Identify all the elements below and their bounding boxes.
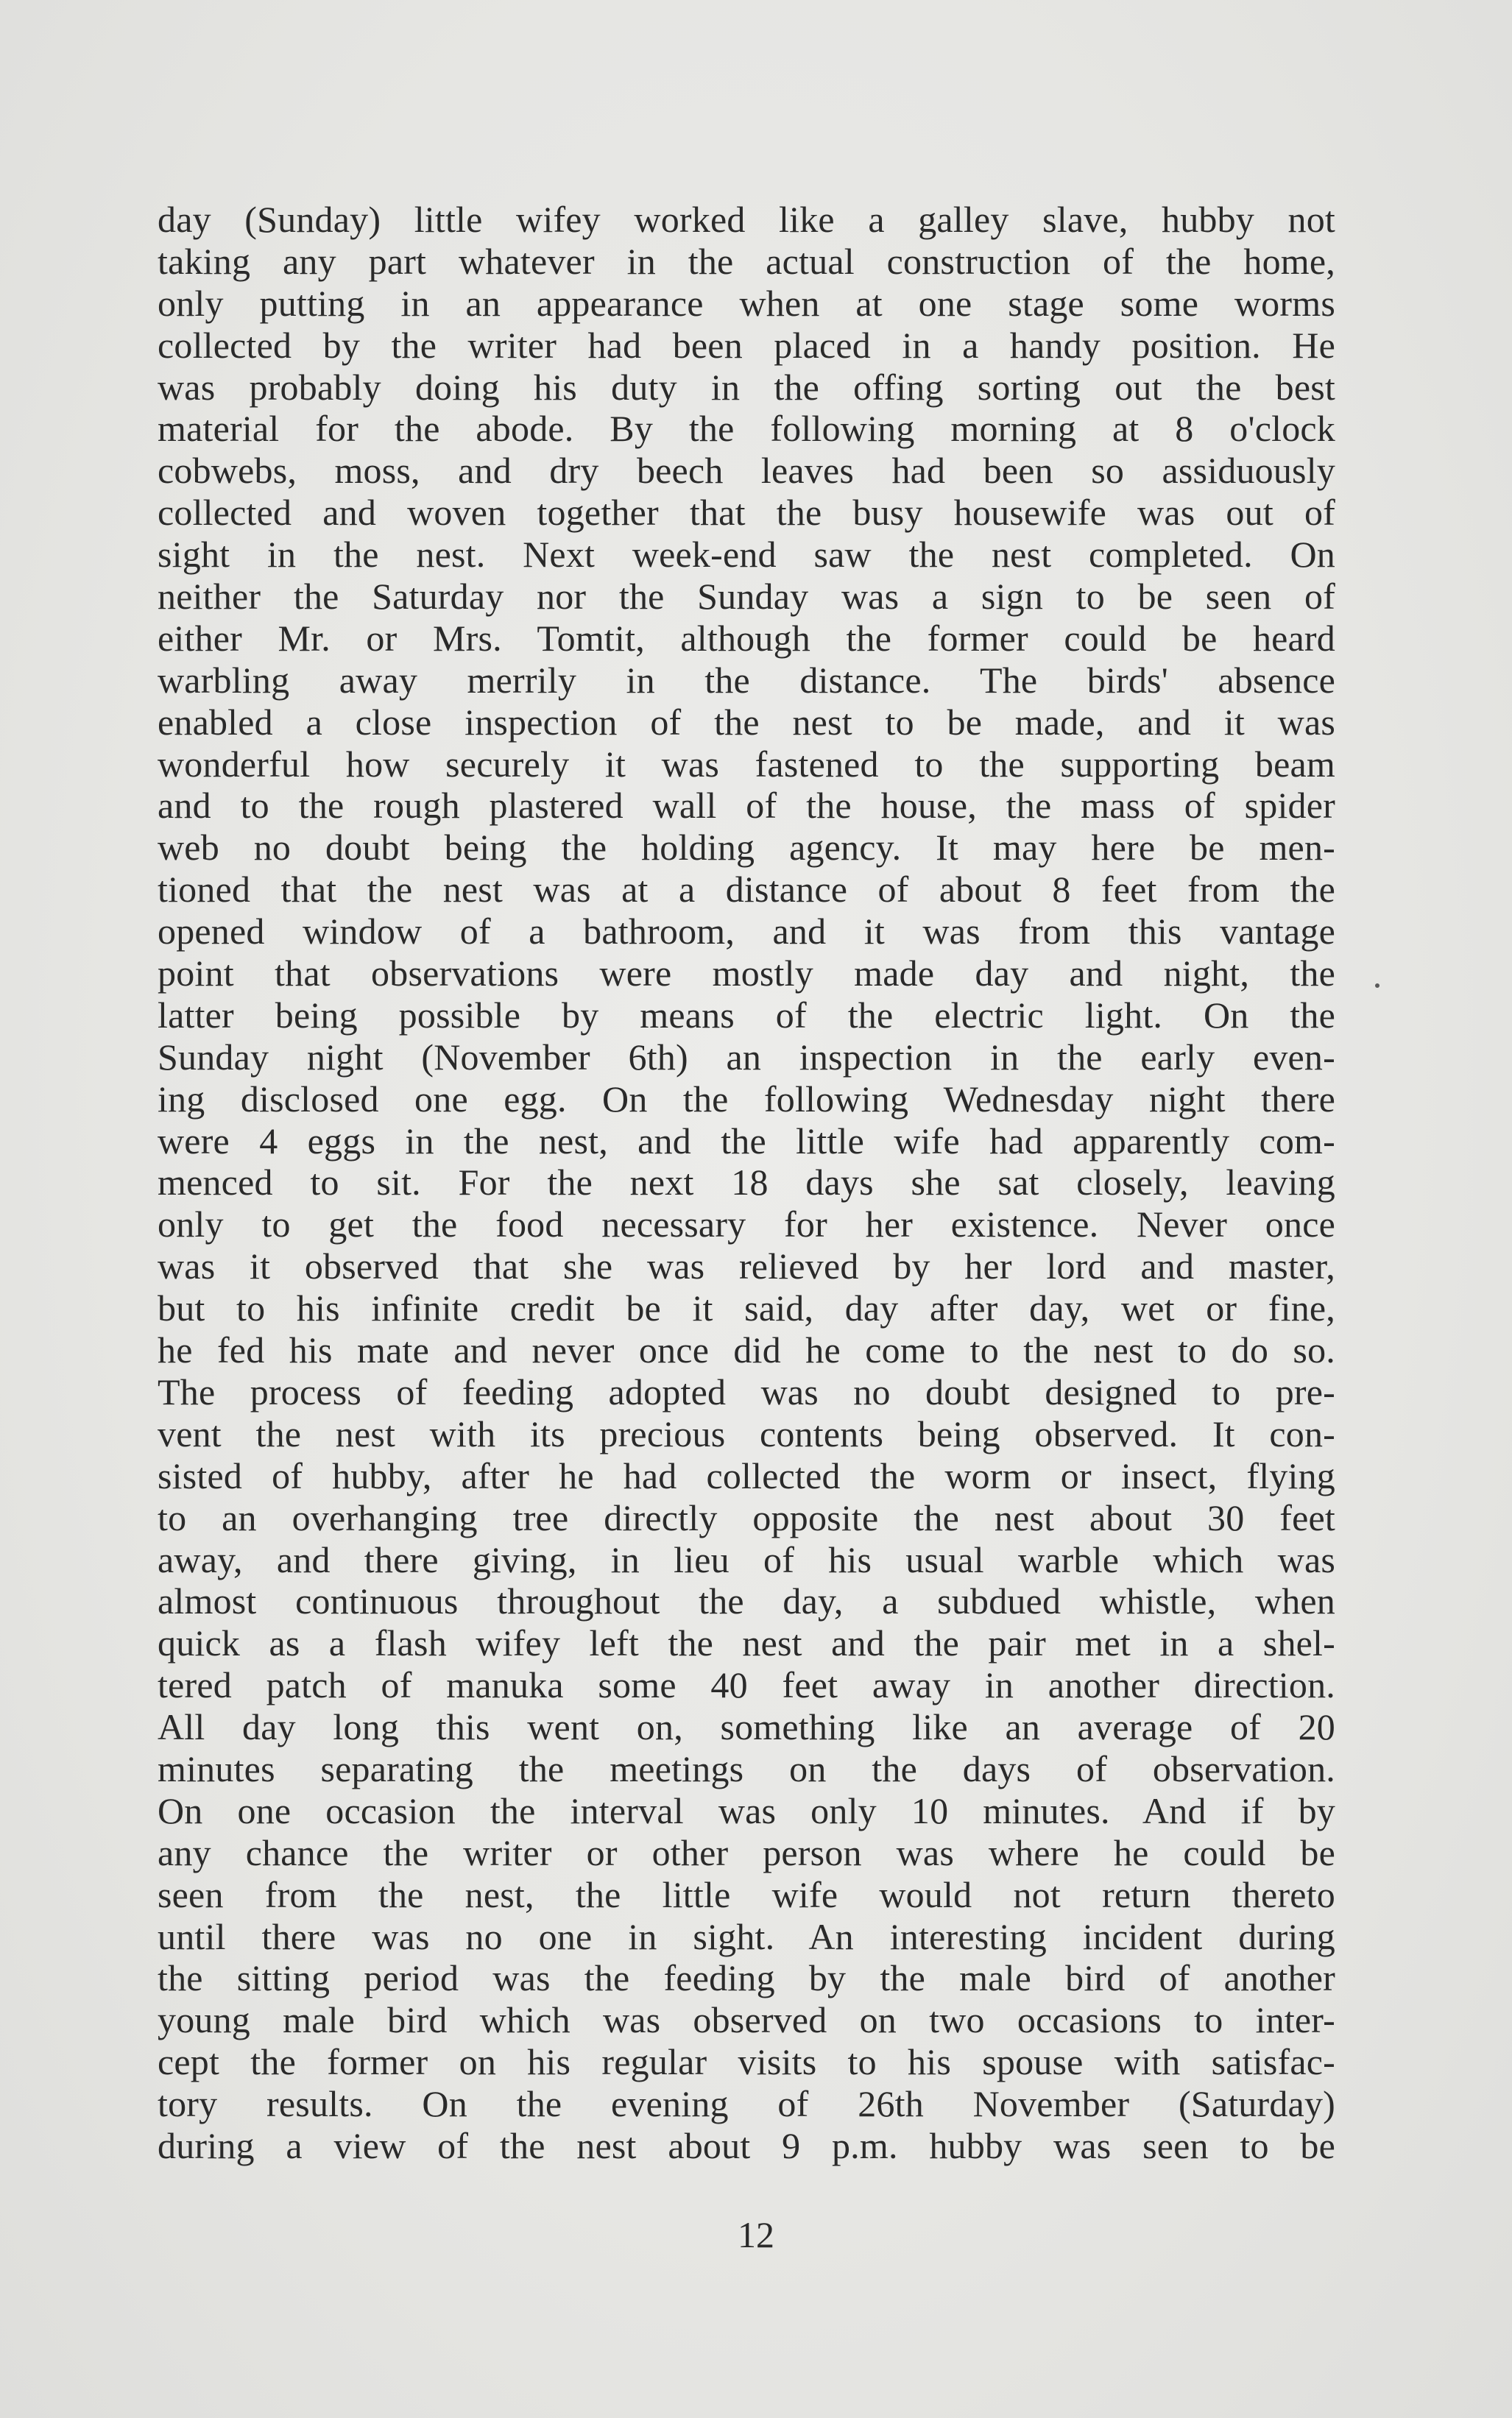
text-line: point that observations were mostly made day and night, the: [158, 952, 1335, 994]
text-line: wonderful how securely it was fastened to the supporting beam: [158, 743, 1335, 785]
text-line: during a view of the nest about 9 p.m. hubby was seen to be: [158, 2124, 1335, 2166]
text-line: was probably doing his duty in the offing sorting out the best: [158, 366, 1335, 408]
text-line: until there was no one in sight. An interesting incident during: [158, 1915, 1335, 1957]
text-line: only putting in an appearance when at one stage some worms: [158, 282, 1335, 324]
ink-speck: [1375, 983, 1379, 988]
text-line: vent the nest with its precious contents being observed. It con-: [158, 1413, 1335, 1454]
text-line: cept the former on his regular visits to his spouse with satisfac-: [158, 2041, 1335, 2083]
text-line: but to his infinite credit be it said, day after day, wet or fine,: [158, 1287, 1335, 1329]
text-line: and to the rough plastered wall of the house, the mass of spider: [158, 785, 1335, 827]
text-line: web no doubt being the holding agency. It may here be men-: [158, 827, 1335, 869]
text-line: day (Sunday) little wifey worked like a galley slave, hubby not: [158, 199, 1335, 240]
text-line: tered patch of manuka some 40 feet away in another direction.: [158, 1664, 1335, 1706]
text-line: sisted of hubby, after he had collected the worm or insect, flying: [158, 1454, 1335, 1496]
text-line: Sunday night (November 6th) an inspection in the early even-: [158, 1036, 1335, 1078]
text-line: tioned that the nest was at a distance of about 8 feet from the: [158, 869, 1335, 911]
text-line: any chance the writer or other person was where he could be: [158, 1831, 1335, 1873]
text-line: were 4 eggs in the nest, and the little wife had apparently com-: [158, 1120, 1335, 1162]
text-line: tory results. On the evening of 26th November (Saturday): [158, 2083, 1335, 2125]
text-line: sight in the nest. Next week-end saw the nest completed. On: [158, 534, 1335, 576]
text-line: collected and woven together that the busy housewife was out of: [158, 492, 1335, 534]
text-line: menced to sit. For the next 18 days she sat closely, leaving: [158, 1162, 1335, 1203]
text-line: neither the Saturday nor the Sunday was a sign to be seen of: [158, 576, 1335, 618]
text-line: collected by the writer had been placed in a handy position. He: [158, 324, 1335, 366]
text-line: latter being possible by means of the electric light. On the: [158, 994, 1335, 1036]
text-line: All day long this went on, something like an average of 20: [158, 1706, 1335, 1748]
text-line: he fed his mate and never once did he come to the nest to do so.: [158, 1329, 1335, 1371]
text-line: The process of feeding adopted was no doubt designed to pre-: [158, 1371, 1335, 1413]
text-line: only to get the food necessary for her existence. Never once: [158, 1203, 1335, 1245]
text-line: away, and there giving, in lieu of his usual warble which was: [158, 1538, 1335, 1580]
text-line: quick as a flash wifey left the nest and the pair met in a shel-: [158, 1622, 1335, 1664]
text-line: almost continuous throughout the day, a subdued whistle, when: [158, 1580, 1335, 1622]
body-text: [158, 199, 1335, 2167]
text-line: seen from the nest, the little wife would not return thereto: [158, 1873, 1335, 1915]
text-line: opened window of a bathroom, and it was from this vantage: [158, 911, 1335, 952]
text-line: enabled a close inspection of the nest to be made, and it was: [158, 701, 1335, 743]
text-line: cobwebs, moss, and dry beech leaves had been so assiduously: [158, 450, 1335, 492]
text-line: warbling away merrily in the distance. The birds' absence: [158, 659, 1335, 701]
text-line: ing disclosed one egg. On the following Wednesday night there: [158, 1078, 1335, 1120]
page-number: 12: [738, 2214, 774, 2255]
text-line: taking any part whatever in the actual construction of the home,: [158, 240, 1335, 282]
text-line: On one occasion the interval was only 10 minutes. And if by: [158, 1789, 1335, 1831]
text-line: was it observed that she was relieved by her lord and master,: [158, 1245, 1335, 1287]
text-line: minutes separating the meetings on the days of observation.: [158, 1747, 1335, 1789]
text-line: to an overhanging tree directly opposite the nest about 30 feet: [158, 1496, 1335, 1538]
text-line: young male bird which was observed on two occasions to inter-: [158, 1999, 1335, 2041]
text-line: material for the abode. By the following morning at 8 o'clock: [158, 408, 1335, 450]
text-line: the sitting period was the feeding by the male bird of another: [158, 1957, 1335, 1999]
text-line: either Mr. or Mrs. Tomtit, although the former could be heard: [158, 617, 1335, 659]
